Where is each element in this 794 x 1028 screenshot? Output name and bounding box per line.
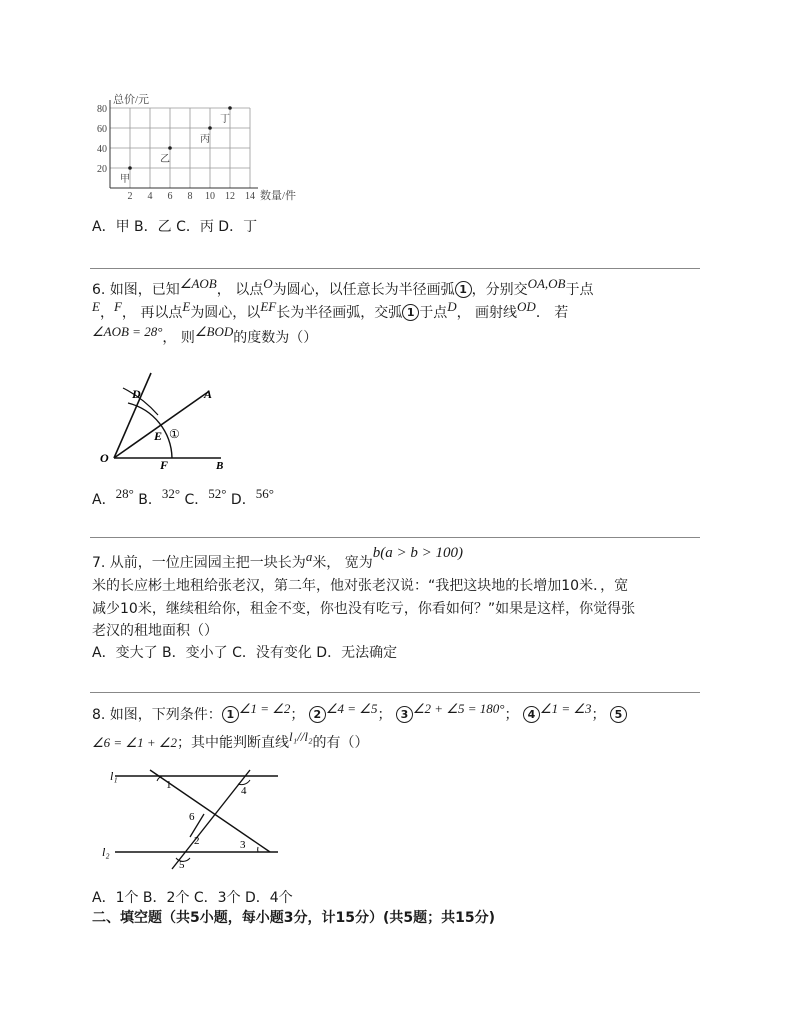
parallel-lines-figure	[100, 764, 285, 872]
label-l1: l₁	[110, 769, 118, 783]
section-heading: 二、填空题（共5小题，每小题3分，计15分）(共5题；共15分)	[92, 910, 495, 926]
price-quantity-chart	[85, 85, 297, 205]
angle-label-4: 4	[241, 785, 247, 797]
q7-options: A．变大了 B．变小了 C．没有变化 D．无法确定	[92, 645, 398, 661]
q6-options: A．28° B．32° C．52° D．56°	[92, 486, 274, 508]
circled-number: 1	[402, 304, 419, 321]
q6-line-3: ∠AOB = 28°， 则∠BOD的度数为（）	[92, 324, 318, 346]
y-tick-label: 40	[97, 144, 107, 155]
label-D: D	[132, 387, 141, 401]
y-axis-label: 总价/元	[113, 94, 150, 106]
label-circled-1: ①	[169, 427, 180, 441]
y-tick-label: 60	[97, 124, 107, 135]
data-point	[128, 166, 132, 170]
q5-options: A．甲 B．乙 C．丙 D．丁	[92, 219, 258, 235]
point-label: 乙	[160, 154, 170, 165]
angle-construction-figure	[88, 368, 228, 473]
x-tick-label: 10	[205, 191, 215, 202]
label-B: B	[216, 460, 224, 472]
q8-line-2: ∠6 = ∠1 + ∠2；其中能判断直线l₁//l₂的有（）	[92, 729, 369, 751]
label-O: O	[100, 451, 109, 465]
angle-label-3: 3	[240, 839, 246, 851]
data-point	[208, 126, 212, 130]
point-label: 甲	[120, 174, 130, 185]
angle-label-6: 6	[189, 811, 195, 823]
x-tick-label: 6	[167, 191, 173, 202]
q7-line-3: 减少10米，继续租给你，租金不变，你也没有吃亏，你看如何？”如果是这样，你觉得张	[92, 601, 636, 617]
point-label: 丁	[220, 114, 230, 125]
label-E: E	[154, 429, 163, 443]
q8-options: A．1个 B．2个 C．3个 D．4个	[92, 890, 293, 906]
q7-line-4: 老汉的租地面积（）	[92, 623, 218, 639]
q6-line-2: E，F， 再以点E为圆心，以EF长为半径画弧，交弧 1 于点D， 画射线OD． 若	[92, 299, 569, 321]
q7-line-1: 7. 从前，一位庄园园主把一块长为a米， 宽为b(a > b > 100)	[92, 545, 463, 571]
q7-line-2: 米的长应彬土地租给张老汉，第二年，他对张老汉说：“我把这块地的长增加10米．，宽	[92, 578, 629, 594]
x-tick-label: 4	[147, 191, 153, 202]
point-label: 丙	[200, 134, 210, 145]
y-tick-label: 20	[97, 164, 107, 175]
separator	[90, 537, 700, 538]
y-tick-label: 80	[97, 104, 107, 115]
x-tick-label: 8	[187, 191, 193, 202]
separator	[90, 268, 700, 269]
label-F: F	[160, 458, 169, 472]
angle-label-2: 2	[194, 835, 200, 847]
separator	[90, 692, 700, 693]
data-point	[228, 106, 232, 110]
angle-label-5: 5	[179, 859, 185, 871]
x-tick-label: 14	[245, 191, 255, 202]
q6-line-1: 6. 如图，已知∠AOB， 以点O为圆心，以任意长为半径画弧 1 ，分别交OA,OB于点	[92, 276, 594, 298]
angle-label-1: 1	[166, 779, 172, 791]
circled-number: 1	[455, 281, 472, 298]
data-point	[168, 146, 172, 150]
x-axis-label: 数量/件	[260, 190, 297, 202]
label-A: A	[204, 387, 213, 401]
label-l2: l₂	[102, 845, 110, 859]
x-tick-label: 12	[225, 191, 235, 202]
x-tick-label: 2	[127, 191, 133, 202]
q8-line-1: 8. 如图，下列条件： 1 ∠1 = ∠2； 2 ∠4 = ∠5； 3 ∠2 + ∠5 = 180°； 4 ∠1 = ∠3； 5	[92, 704, 627, 726]
